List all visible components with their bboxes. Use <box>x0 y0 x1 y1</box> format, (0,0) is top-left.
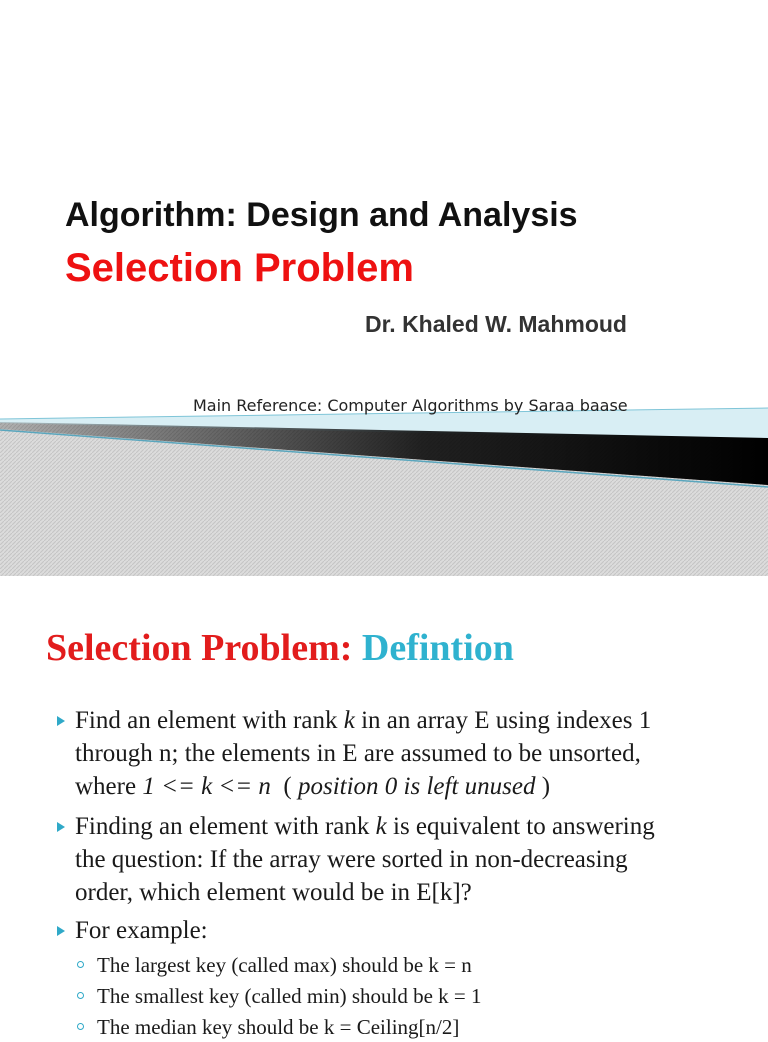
author-name: Dr. Khaled W. Mahmoud <box>365 311 627 337</box>
bullet-2-line-3: order, which element would be in E[k]? <box>75 879 472 906</box>
reference-text: : Computer Algorithms by Saraa baase <box>316 396 628 415</box>
slide-title-blue: Defintion <box>361 627 514 669</box>
bullet-1-line-2: through n; the elements in E are assumed to be unsorted, <box>75 740 641 767</box>
sub-bullet-ring-icon <box>77 1023 84 1030</box>
sub-bullet-1: The largest key (called max) should be k = n <box>97 950 472 980</box>
slide-title <box>46 626 514 670</box>
bullet-1 <box>75 704 735 803</box>
bullet-2-line-1: Finding an element with rank k is equivalent to answering <box>75 813 655 840</box>
sub-bullet-ring-icon <box>77 992 84 999</box>
sub-bullet-2: The smallest key (called min) should be k = 1 <box>97 981 482 1011</box>
bullet-2-line-2: the question: If the array were sorted in non-decreasing <box>75 846 628 873</box>
reference-label: Main Reference <box>193 396 317 415</box>
bullet-3-line-1: For example: <box>75 917 208 944</box>
slide-title-red: Selection Problem: <box>46 627 353 669</box>
bullet-1-line-1: Find an element with rank k in an array E using indexes 1 <box>75 707 652 734</box>
bullet-triangle-icon <box>57 822 65 832</box>
presentation-title: Algorithm: Design and Analysis <box>65 196 578 234</box>
bullet-1-line-3: where 1 <= k <= n ( position 0 is left unused ) <box>75 773 551 800</box>
presentation-subtitle: Selection Problem <box>65 246 414 290</box>
bullet-3 <box>75 914 735 947</box>
bullet-triangle-icon <box>57 716 65 726</box>
bullet-2 <box>75 810 735 909</box>
sub-bullet-3: The median key should be k = Ceiling[n/2] <box>97 1012 459 1042</box>
decorative-banner <box>0 405 768 576</box>
bullet-triangle-icon <box>57 926 65 936</box>
sub-bullet-ring-icon <box>77 961 84 968</box>
main-reference <box>193 396 628 415</box>
